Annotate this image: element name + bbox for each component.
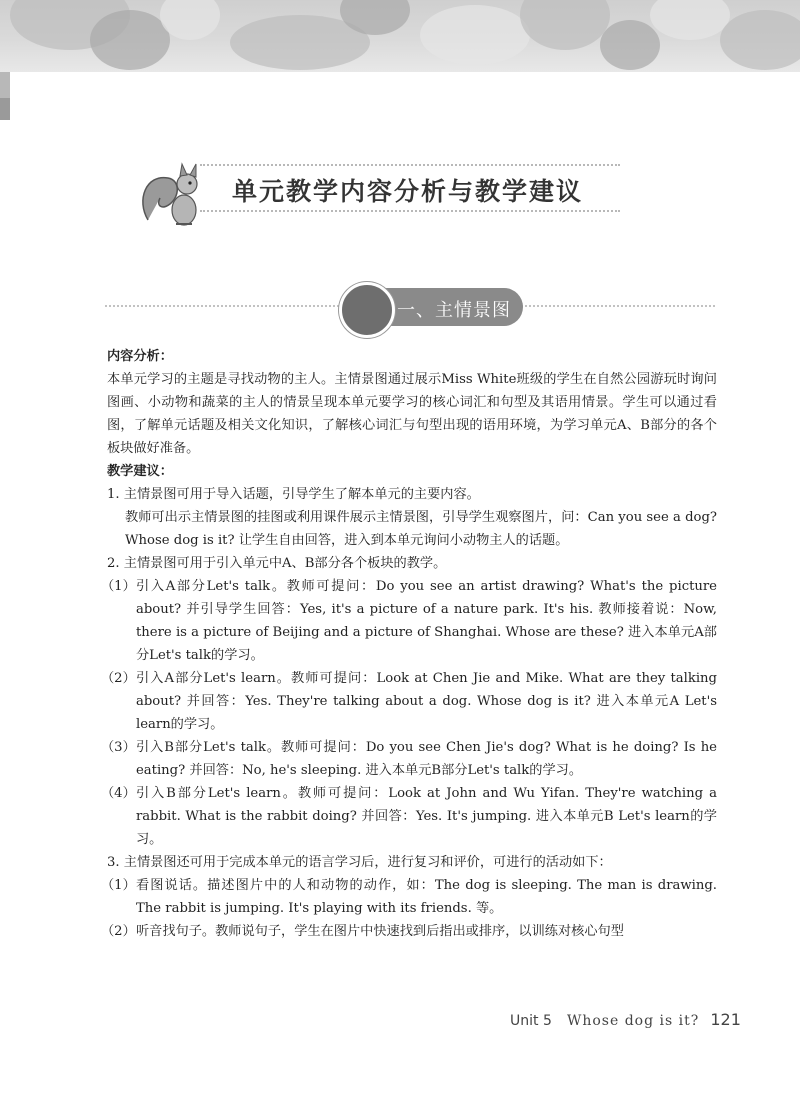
main-content (101, 345, 717, 943)
list-item (101, 874, 717, 920)
list-item (101, 736, 717, 782)
list-item (101, 575, 717, 667)
page-title-block (140, 160, 620, 232)
page-title: 单元教学内容分析与教学建议 (232, 177, 584, 206)
suggest-heading: 教学建议： (107, 464, 173, 479)
list-item-text: 听音找句子。教师说句子，学生在图片中快速找到后指出或排序，以训练对核心句型 (136, 924, 624, 939)
point1-title: 1. 主情景图可用于导入话题，引导学生了解本单元的主要内容。 (107, 487, 480, 502)
point2-title: 2. 主情景图可用于引入单元中A、B部分各个板块的教学。 (107, 556, 447, 571)
list-item-number: （1） (101, 579, 136, 594)
list-item-text: 引入A部分Let's learn。教师可提问：Look at Chen Jie and Mike. What are they talking about? 并回答：Yes. They're talking about a dog. Whose dog is it? 进入本单元A Let's learn的学习。 (136, 671, 717, 732)
list-item-number: （4） (101, 786, 136, 801)
point3-title: 3. 主情景图还可用于完成本单元的语言学习后，进行复习和评价，可进行的活动如下： (107, 855, 612, 870)
left-edge-strip (0, 72, 10, 120)
list-item (101, 920, 717, 943)
list-item-text: 引入A部分Let's talk。教师可提问：Do you see an artist drawing? What's the picture about? 并引导学生回答：Yes, it's a picture of a nature park. It's his. 教师接着说：Now, there is a picture of Beijing and a picture of Shanghai. Whose are these? 进入本单元A部分Let's talk的学习。 (136, 579, 717, 663)
section-badge-icon (339, 282, 395, 338)
footer-unit: Unit 5 (510, 1013, 552, 1029)
list-item (101, 782, 717, 851)
analysis-heading: 内容分析： (107, 349, 173, 364)
list-item-text: 引入B部分Let's learn。教师可提问：Look at John and Wu Yifan. They're watching a rabbit. What is the rabbit doing? 并回答：Yes. It's jumping. 进入本单元B Let's learn的学习。 (136, 786, 717, 847)
section-badge (345, 288, 523, 326)
section-title: 一、主情景图 (397, 300, 511, 321)
squirrel-mascot-icon (140, 160, 210, 232)
list-item-text: 看图说话。描述图片中的人和动物的动作，如：The dog is sleeping. The man is drawing. The rabbit is jumping. It's playing with its friends. 等。 (136, 878, 717, 916)
analysis-text: 本单元学习的主题是寻找动物的主人。主情景图通过展示Miss White班级的学生在自然公园游玩时询问图画、小动物和蔬菜的主人的情景呈现本单元要学习的核心词汇和句型及其语用情景。学生可以通过看图，了解单元话题及相关文化知识，了解核心词汇与句型出现的语用环境，为学习单元A、B部分的各个板块做好准备。 (107, 372, 717, 456)
list-item-number: （1） (101, 878, 136, 893)
list-item-number: （2） (101, 671, 136, 686)
point1-text: 教师可出示主情景图的挂图或利用课件展示主情景图，引导学生观察图片，问：Can you see a dog? Whose dog is it? 让学生自由回答，进入到本单元询问小动物主人的话题。 (125, 510, 717, 548)
list-item-number: （3） (101, 740, 136, 755)
page-number: 121 (710, 1010, 741, 1029)
footer-unit-title: Whose dog is it? (566, 1013, 700, 1029)
list-item-number: （2） (101, 924, 136, 939)
list-item-text: 引入B部分Let's talk。教师可提问：Do you see Chen Jie's dog? What is he doing? Is he eating? 并回答：No, he's sleeping. 进入本单元B部分Let's talk的学习。 (136, 740, 717, 778)
title-divider-top (200, 164, 620, 166)
list-item (101, 667, 717, 736)
header-banner (0, 0, 800, 72)
title-divider-bottom (200, 210, 620, 212)
page-footer (510, 1010, 741, 1029)
